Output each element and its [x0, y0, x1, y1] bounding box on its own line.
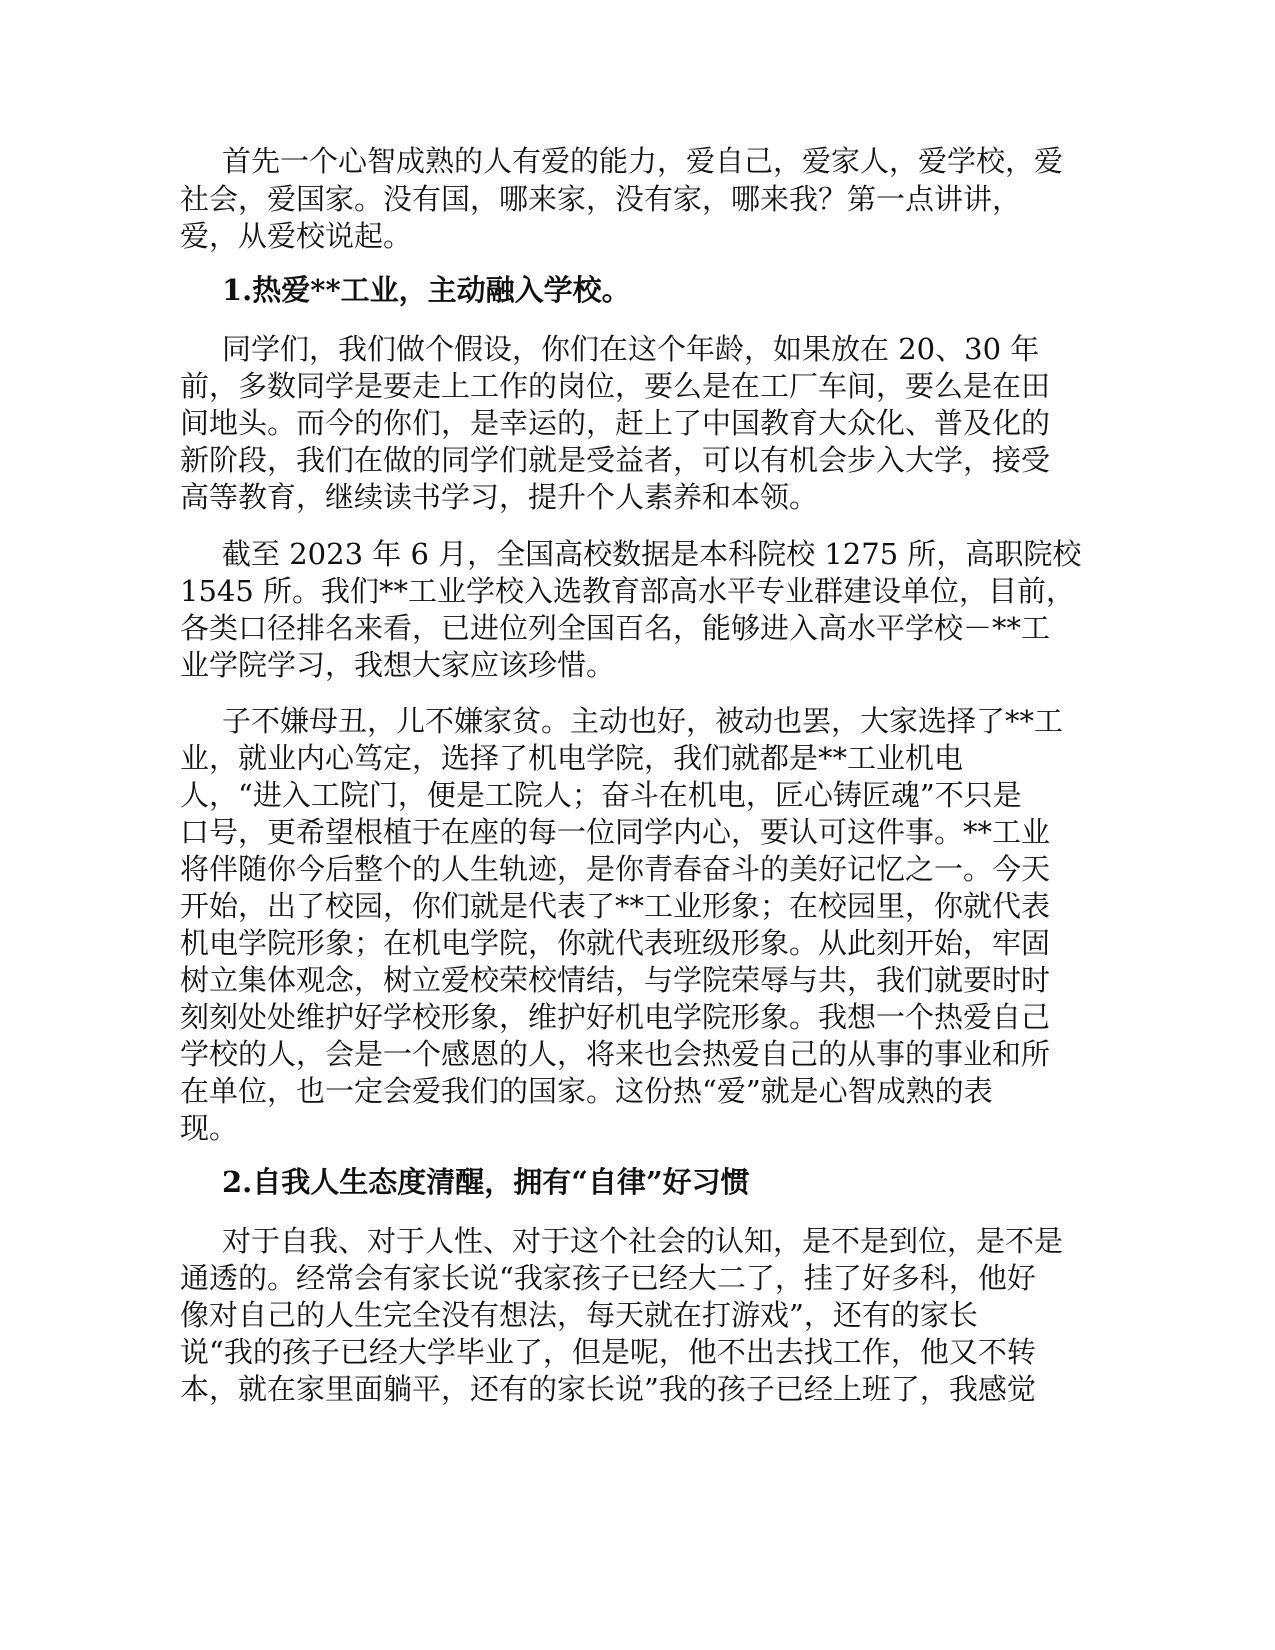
paragraph-line: 说“我的孩子已经大学毕业了，但是呢，他不出去找工作，他又不转	[180, 1335, 1036, 1369]
paragraph-line: 树立集体观念，树立爱校荣校情结，与学院荣辱与共，我们就要时时	[180, 963, 1051, 997]
paragraph-line: 在单位，也一定会爱我们的国家。这份热“爱”就是心智成熟的表	[180, 1074, 993, 1108]
paragraph-line: 像对自己的人生完全没有想法，每天就在打游戏”，还有的家长	[180, 1298, 978, 1332]
paragraph-line: 刻刻处处维护好学校形象，维护好机电学院形象。我想一个热爱自己	[180, 1000, 1051, 1034]
paragraph-line: 业学院学习，我想大家应该珍惜。	[180, 648, 616, 682]
paragraph-line: 爱，从爱校说起。	[180, 219, 413, 253]
paragraph-line: 截至 2023 年 6 月，全国高校数据是本科院校 1275 所，高职院校	[222, 537, 1082, 571]
paragraph-line: 社会，爱国家。没有国，哪来家，没有家，哪来我？第一点讲讲，	[180, 182, 1022, 216]
paragraph-line: 高等教育，继续读书学习，提升个人素养和本领。	[180, 480, 819, 514]
paragraph-line: 学校的人，会是一个感恩的人，将来也会热爱自己的从事的事业和所	[180, 1037, 1051, 1071]
paragraph-line: 新阶段，我们在做的同学们就是受益者，可以有机会步入大学，接受	[180, 443, 1051, 477]
paragraph-line: 机电学院形象；在机电学院，你就代表班级形象。从此刻开始，牢固	[180, 926, 1051, 960]
paragraph-line: 开始，出了校园，你们就是代表了**工业形象；在校园里，你就代表	[180, 889, 1051, 923]
paragraph-line: 子不嫌母丑，儿不嫌家贫。主动也好，被动也罢，大家选择了**工	[222, 704, 1064, 738]
paragraph-line: 口号，更希望根植于在座的每一位同学内心，要认可这件事。**工业	[180, 815, 1051, 849]
paragraph-line: 将伴随你今后整个的人生轨迹，是你青春奋斗的美好记忆之一。今天	[180, 852, 1051, 886]
section-heading: 1.热爱**工业，主动融入学校。	[222, 273, 631, 307]
paragraph-line: 业，就业内心笃定，选择了机电学院，我们就都是**工业机电	[180, 741, 964, 775]
paragraph-line: 本，就在家里面躺平，还有的家长说”我的孩子已经上班了，我感觉	[180, 1372, 1036, 1406]
paragraph-line: 对于自我、对于人性、对于这个社会的认知，是不是到位，是不是	[222, 1224, 1064, 1258]
paragraph-line: 前，多数同学是要走上工作的岗位，要么是在工厂车间，要么是在田	[180, 369, 1051, 403]
paragraph-line: 同学们，我们做个假设，你们在这个年龄，如果放在 20、30 年	[222, 332, 1040, 366]
paragraph-line: 人，“进入工院门，便是工院人；奋斗在机电，匠心铸匠魂”不只是	[180, 778, 1022, 812]
paragraph-line: 通透的。经常会有家长说“我家孩子已经大二了，挂了好多科，他好	[180, 1261, 1036, 1295]
section-heading: 2.自我人生态度清醒，拥有“自律”好习惯	[222, 1165, 750, 1199]
paragraph-line: 现。	[180, 1111, 239, 1145]
paragraph-line: 首先一个心智成熟的人有爱的能力，爱自己，爱家人，爱学校，爱	[222, 144, 1064, 178]
paragraph-line: 各类口径排名来看，已进位列全国百名，能够进入高水平学校－**工	[180, 611, 1051, 645]
paragraph-line: 1545 所。我们**工业学校入选教育部高水平专业群建设单位，目前，	[180, 574, 1076, 608]
paragraph-line: 间地头。而今的你们，是幸运的，赶上了中国教育大众化、普及化的	[180, 406, 1051, 440]
